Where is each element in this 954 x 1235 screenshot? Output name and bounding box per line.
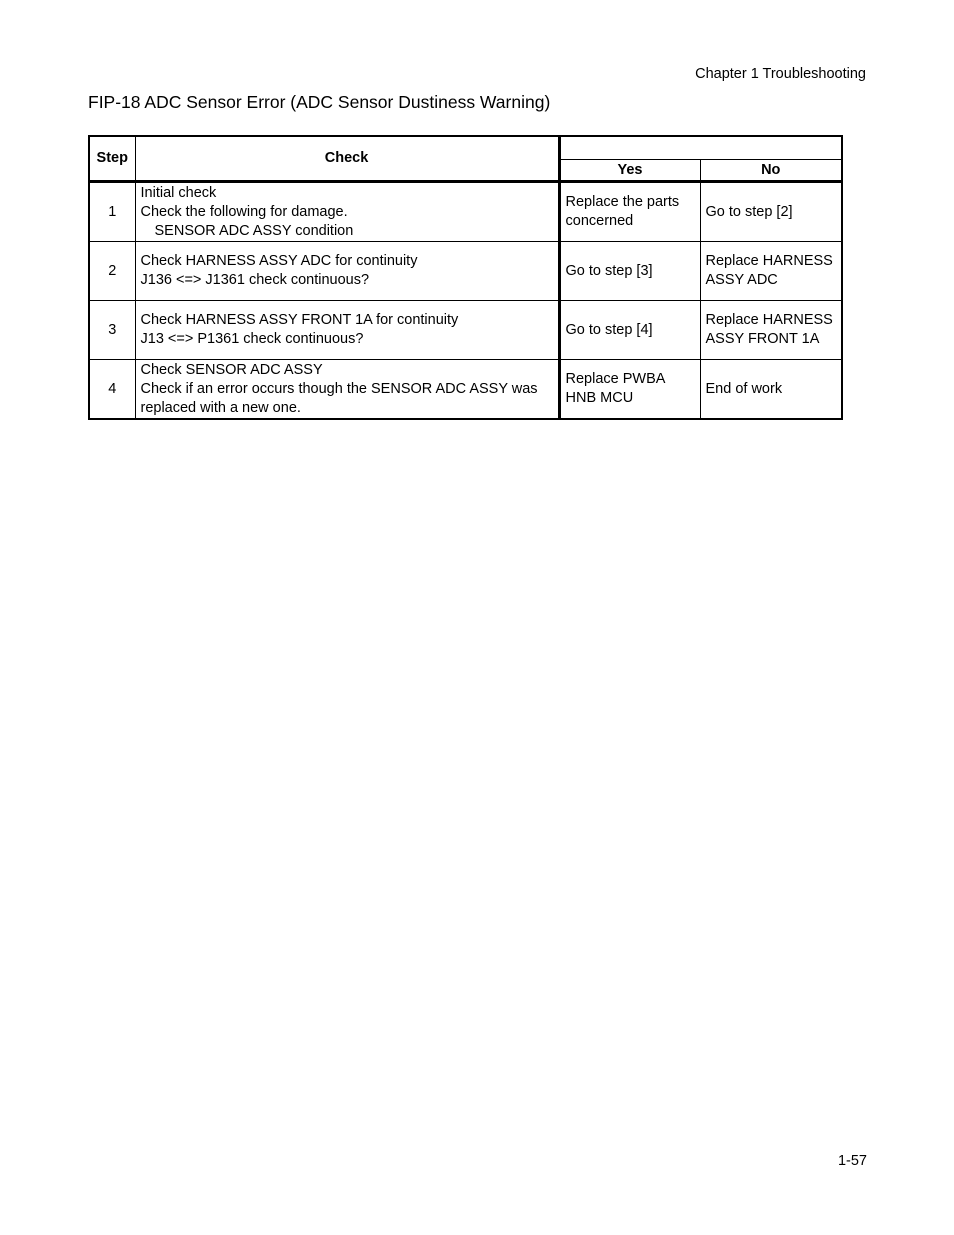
table-row: [89, 301, 842, 360]
column-header-check: Check: [135, 136, 559, 182]
table-row: [89, 360, 842, 420]
table-row: [89, 182, 842, 242]
no-cell: Replace HARNESS ASSY FRONT 1A: [700, 301, 842, 360]
table-row: [89, 242, 842, 301]
check-line: Check SENSOR ADC ASSY: [140, 361, 323, 378]
troubleshooting-table: [88, 135, 843, 420]
step-cell: 2: [89, 242, 135, 301]
no-cell: Replace HARNESS ASSY ADC: [700, 242, 842, 301]
column-header-step: Step: [89, 136, 135, 182]
check-cell: [135, 182, 559, 242]
check-cell: [135, 301, 559, 360]
no-cell: Go to step [2]: [700, 182, 842, 242]
yes-cell: Go to step [3]: [559, 242, 700, 301]
check-line: J136 <=> J1361 check continuous?: [140, 272, 370, 288]
check-line: J13 <=> P1361 check continuous?: [140, 331, 364, 347]
check-cell: [135, 242, 559, 301]
yes-cell: Go to step [4]: [559, 301, 700, 360]
column-header-result: [559, 136, 842, 160]
check-line: Check if an error occurs though the SENSOR ADC ASSY was replaced with a new one.: [140, 380, 538, 416]
chapter-header: Chapter 1 Troubleshooting: [695, 66, 866, 82]
check-line: SENSOR ADC ASSY condition: [154, 222, 354, 239]
step-cell: 1: [89, 182, 135, 242]
check-line: Check HARNESS ASSY ADC for continuity: [140, 253, 418, 269]
check-line: Check HARNESS ASSY FRONT 1A for continuity: [140, 312, 459, 328]
column-header-yes: Yes: [559, 160, 700, 182]
check-line: Check the following for damage.: [140, 203, 348, 220]
step-cell: 4: [89, 360, 135, 420]
no-cell: End of work: [700, 360, 842, 420]
page-number: 1-57: [837, 1153, 867, 1169]
page-title: FIP-18 ADC Sensor Error (ADC Sensor Dustiness Warning): [88, 92, 551, 112]
check-cell: [135, 360, 559, 420]
yes-cell: Replace the parts concerned: [559, 182, 700, 242]
yes-cell: Replace PWBA HNB MCU: [559, 360, 700, 420]
column-header-no: No: [700, 160, 842, 182]
step-cell: 3: [89, 301, 135, 360]
check-line: Initial check: [140, 184, 217, 201]
